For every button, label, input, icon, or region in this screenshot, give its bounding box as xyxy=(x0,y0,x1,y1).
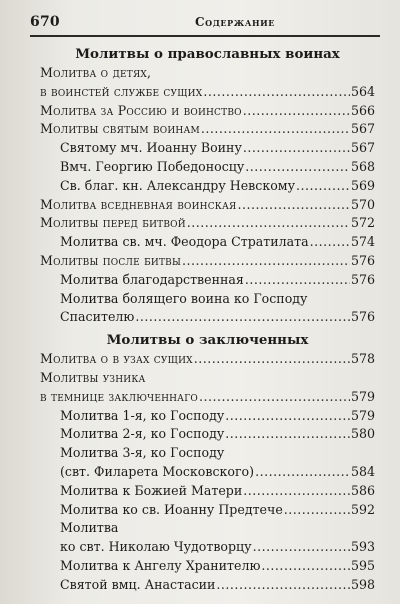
toc-entry xyxy=(40,233,375,252)
toc-entry-text: (свт. Филарета Московского) xyxy=(60,463,255,479)
toc-entry-text: Молитва к Божией Матери xyxy=(60,482,243,498)
toc-entry-text: Вмч. Георгию Победоносцу xyxy=(60,158,245,174)
toc-page-number: 579 xyxy=(350,388,375,404)
toc-entry xyxy=(40,252,375,271)
toc-entry-text: Молитва к Ангелу Хранителю xyxy=(60,557,261,573)
toc-entry-text: Молитва благодарственная xyxy=(60,271,244,287)
dot-leader xyxy=(284,501,350,520)
toc-entry xyxy=(40,139,375,158)
toc-entry-text: Молитва св. мч. Феодора Стратилата xyxy=(60,234,309,250)
toc-page-number: 579 xyxy=(350,407,375,423)
dot-leader xyxy=(201,120,350,139)
toc-entry xyxy=(40,102,375,121)
toc-entry xyxy=(40,290,375,328)
section-title: Молитвы о заключенных xyxy=(106,332,309,349)
toc-entry-text: Молитва о в узах сущих xyxy=(40,351,193,367)
table-of-contents xyxy=(40,45,375,595)
dot-leader xyxy=(216,576,350,595)
toc-page-number: 570 xyxy=(350,196,375,212)
toc-entry-text: в темнице заключеннаго xyxy=(40,388,198,404)
toc-entry xyxy=(40,177,375,196)
toc-entry-text: Святой вмц. Анастасии xyxy=(60,576,216,592)
toc-entry xyxy=(40,576,375,595)
dot-leader xyxy=(296,177,350,196)
toc-page-number: 576 xyxy=(350,252,375,268)
toc-page-number: 567 xyxy=(350,140,375,156)
toc-page-number: 568 xyxy=(350,158,375,174)
toc-entry xyxy=(40,482,375,501)
toc-entry-text: Молитва 1-я, ко Господу xyxy=(60,407,225,423)
dot-leader xyxy=(243,482,350,501)
toc-entry-text: Молитва вседневная воинская xyxy=(40,196,237,212)
toc-entry xyxy=(40,120,375,139)
toc-entry-text: Святому мч. Иоанну Воину xyxy=(60,140,242,156)
header-rule xyxy=(30,35,380,37)
dot-leader xyxy=(182,252,350,271)
toc-entry xyxy=(40,407,375,426)
toc-entry xyxy=(40,271,375,290)
dot-leader xyxy=(255,463,350,482)
dot-leader xyxy=(310,233,350,252)
toc-entry xyxy=(40,196,375,215)
dot-leader xyxy=(187,214,350,233)
dot-leader xyxy=(135,308,350,327)
toc-entry-text: Молитва xyxy=(60,520,119,536)
section-title: Молитвы о православных воинах xyxy=(75,46,340,62)
toc-entry xyxy=(40,158,375,177)
toc-entry-text: Молитва о детях, xyxy=(40,65,152,80)
page-number: 670 xyxy=(30,14,60,30)
dot-leader xyxy=(225,425,350,444)
page-header xyxy=(30,8,380,34)
dot-leader xyxy=(243,102,350,121)
toc-entry xyxy=(40,444,375,482)
toc-entry-text: Молитва 3-я, ко Господу xyxy=(60,445,225,461)
toc-page-number: 584 xyxy=(350,463,375,479)
toc-page-number: 574 xyxy=(350,234,375,250)
toc-page-number: 576 xyxy=(350,271,375,287)
dot-leader xyxy=(225,407,350,426)
toc-page-number: 572 xyxy=(350,215,375,231)
toc-entry-text: Молитвы после битвы xyxy=(40,252,182,268)
dot-leader xyxy=(199,388,350,407)
toc-page-number: 566 xyxy=(350,102,375,118)
toc-entry xyxy=(40,350,375,369)
dot-leader xyxy=(237,196,350,215)
toc-entry-text: в воинстей службе сущих xyxy=(40,83,203,99)
toc-page-number: 564 xyxy=(350,83,375,99)
dot-leader xyxy=(245,158,350,177)
dot-leader xyxy=(245,271,350,290)
toc-page-number: 569 xyxy=(350,177,375,193)
toc-entry-text: ко свт. Николаю Чудотворцу xyxy=(60,539,252,555)
toc-page-number: 586 xyxy=(350,482,375,498)
toc-page-number: 598 xyxy=(350,576,375,592)
toc-entry-text: Спасителю xyxy=(60,309,135,325)
toc-entry-text: Молитва ко св. Иоанну Предтече xyxy=(60,501,283,517)
dot-leader xyxy=(194,350,350,369)
toc-entry xyxy=(40,64,375,102)
toc-entry-text: Молитва болящего воина ко Господу xyxy=(60,290,308,306)
toc-entry-text: Молитвы узника xyxy=(40,369,146,385)
toc-page-number: 593 xyxy=(350,539,375,555)
toc-page-number: 567 xyxy=(350,121,375,137)
toc-entry xyxy=(40,369,375,407)
toc-entry-text: Молитва 2-я, ко Господу xyxy=(60,426,225,442)
dot-leader xyxy=(261,557,350,576)
dot-leader xyxy=(253,538,350,557)
toc-page-number: 580 xyxy=(350,426,375,442)
toc-entry-text: Св. благ. кн. Александру Невскому xyxy=(60,177,295,193)
dot-leader xyxy=(203,83,350,102)
toc-entry xyxy=(40,519,375,557)
toc-page-number: 592 xyxy=(350,501,375,517)
running-title: Содержание xyxy=(195,15,275,29)
toc-page-number: 578 xyxy=(350,351,375,367)
toc-entry xyxy=(40,501,375,520)
toc-entry-text: Молитвы святым воинам xyxy=(40,121,200,137)
toc-entry xyxy=(40,557,375,576)
toc-entry xyxy=(40,425,375,444)
toc-entry-text: Молитвы перед битвой xyxy=(40,215,186,231)
toc-page-number: 595 xyxy=(350,557,375,573)
toc-page-number: 576 xyxy=(350,309,375,325)
toc-entry-text: Молитва за Россию и воинство xyxy=(40,102,242,118)
toc-entry xyxy=(40,214,375,233)
dot-leader xyxy=(243,139,350,158)
